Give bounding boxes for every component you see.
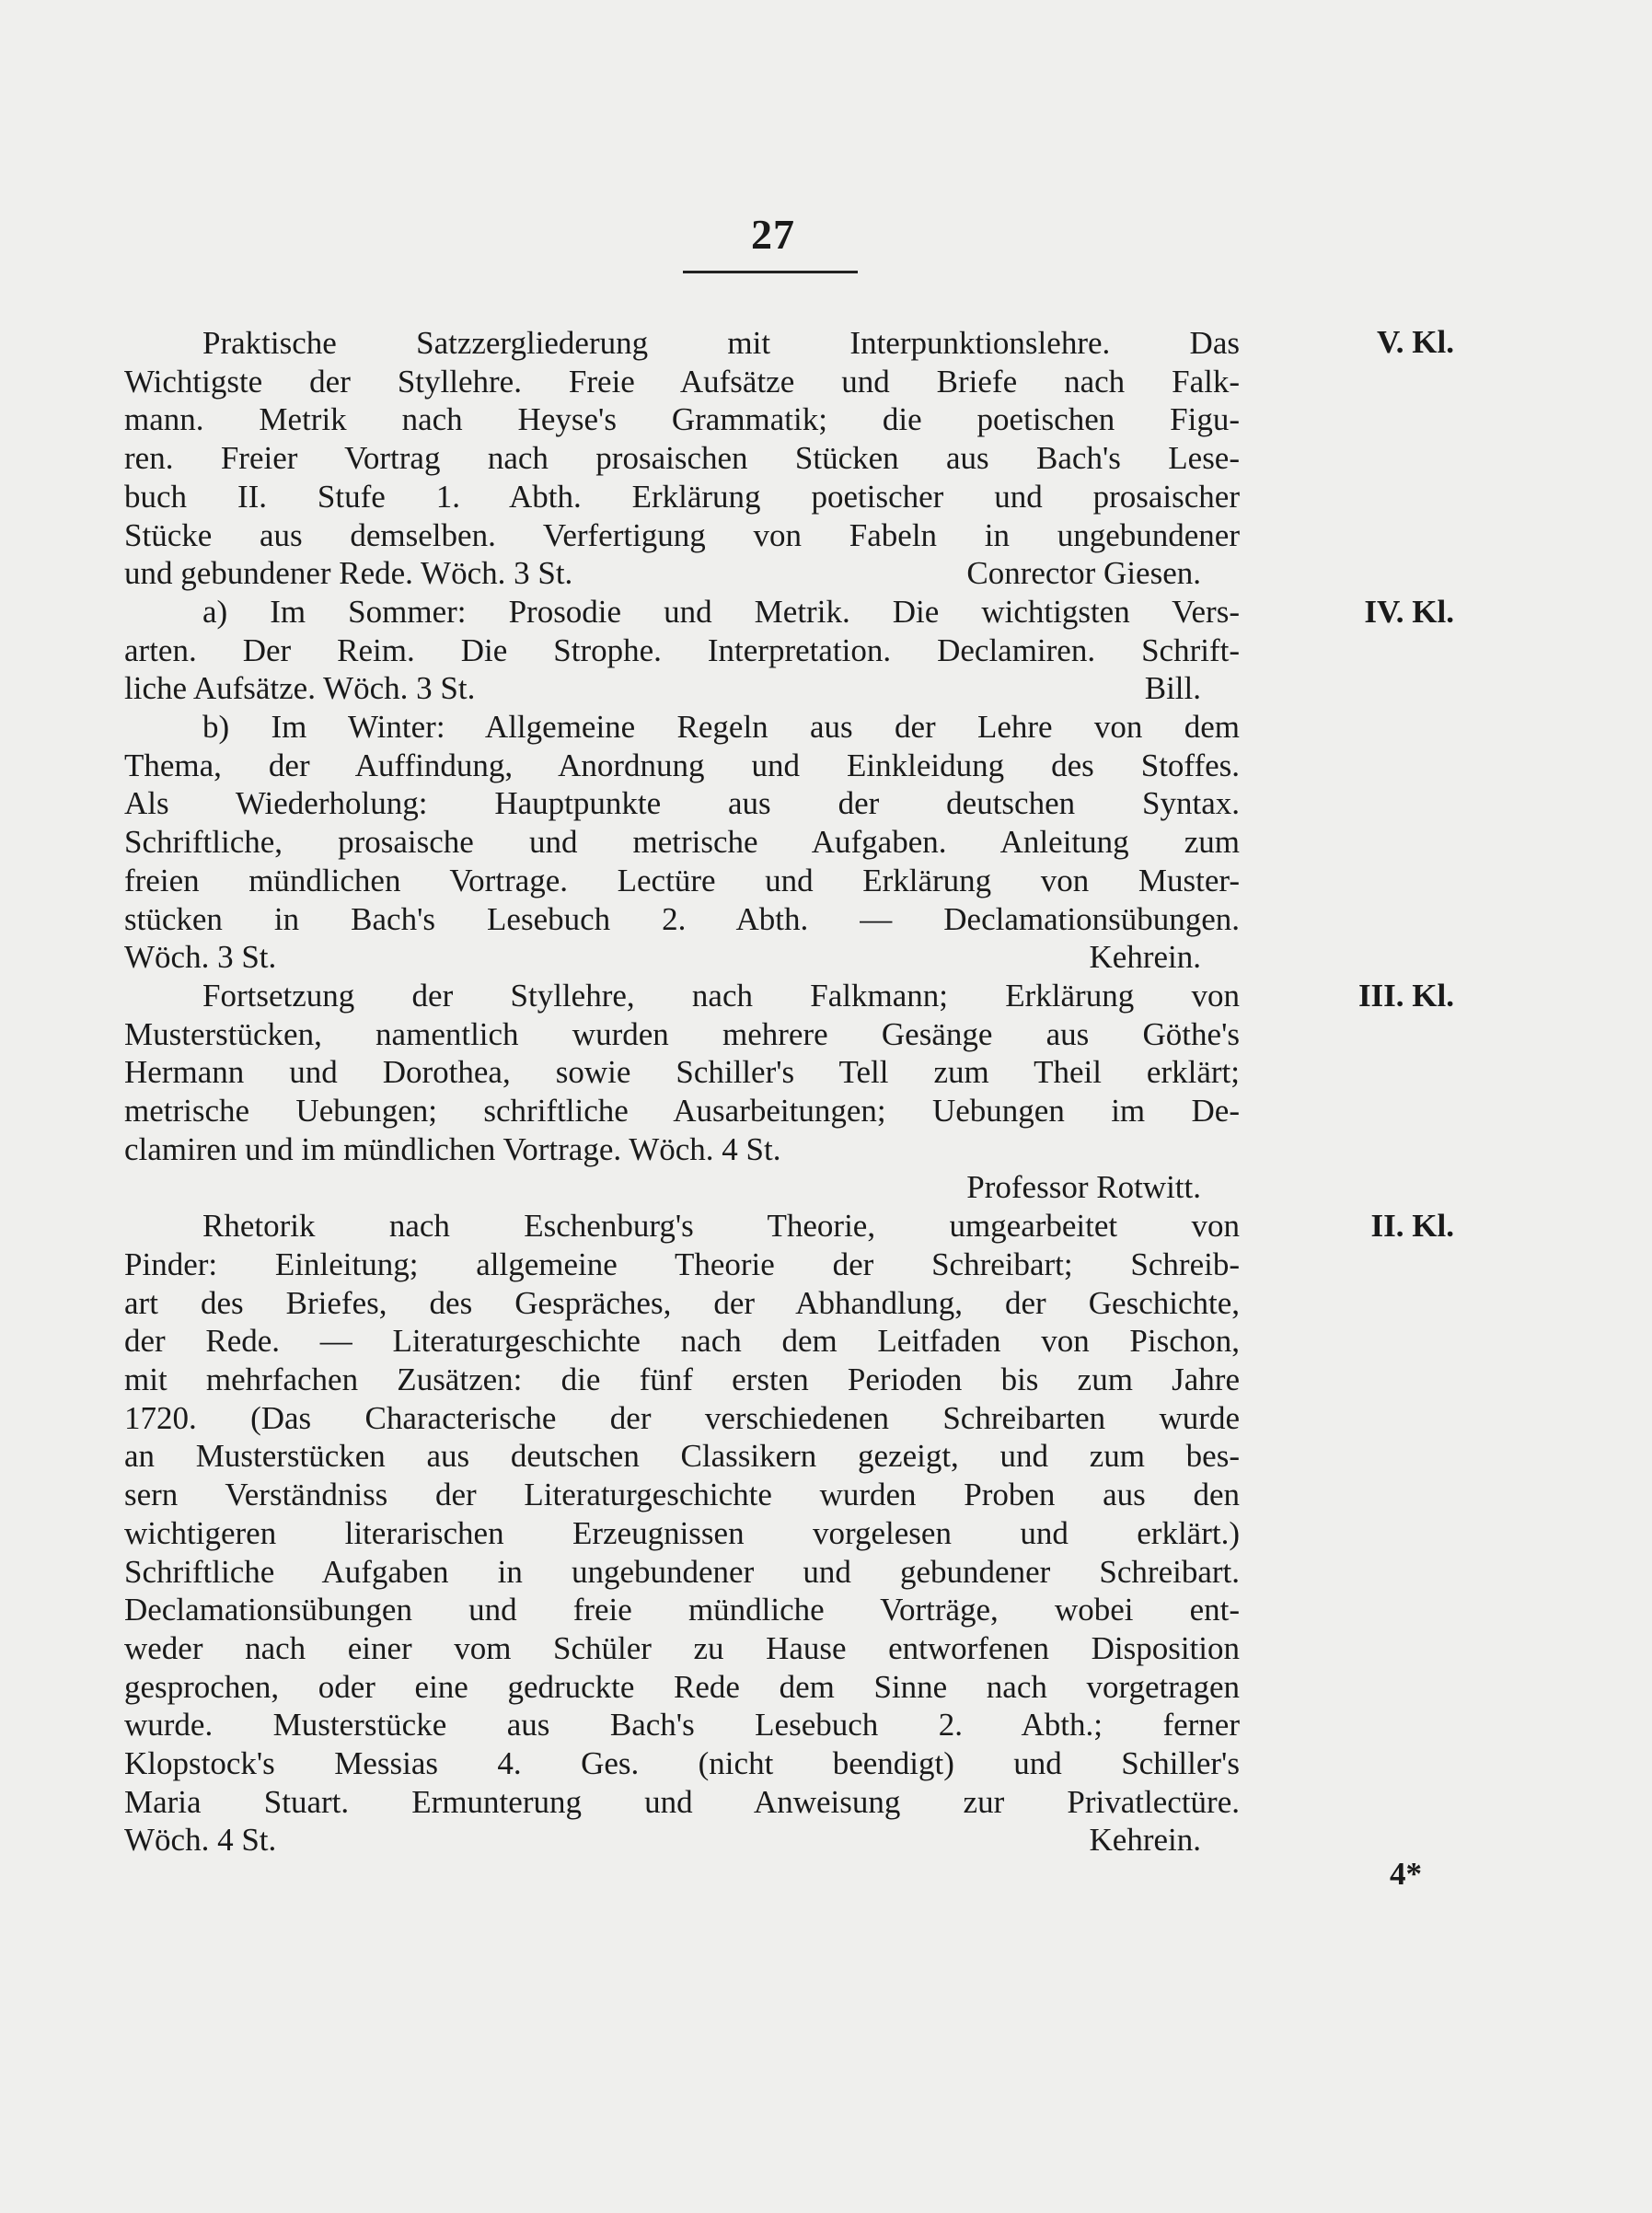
text-line: clamiren und im mündlichen Vortrage. Wöch. 4 St. [124, 1130, 781, 1167]
class-label-iv: IV. Kl. [1364, 594, 1454, 630]
line-text: und gebundener Rede. Wöch. 3 St. [124, 555, 573, 592]
text-line: Stücke aus demselben. Verfertigung von Fabeln in ungebundener [124, 516, 1240, 553]
signature-mark: 4* [1390, 1856, 1422, 1892]
text-line: buch II. Stufe 1. Abth. Erklärung poetischer und prosaischer [124, 478, 1240, 515]
author-name: Kehrein. [1089, 1822, 1201, 1859]
text-line: b) Im Winter: Allgemeine Regeln aus der Lehre von dem [202, 709, 1240, 746]
text-line: mit mehrfachen Zusätzen: die fünf ersten Perioden bis zum Jahre [124, 1361, 1240, 1397]
text-line: an Musterstücken aus deutschen Classikern gezeigt, und zum bes- [124, 1438, 1240, 1475]
text-line: Schriftliche Aufgaben in ungebundener und gebundener Schreibart. [124, 1553, 1240, 1590]
text-line: sern Verständniss der Literaturgeschichte wurden Proben aus den [124, 1477, 1240, 1513]
line-text: liche Aufsätze. Wöch. 3 St. [124, 670, 476, 707]
text-line [124, 669, 1240, 708]
text-line: Hermann und Dorothea, sowie Schiller's Tell zum Theil erklärt; [124, 1054, 1240, 1091]
header-rule [683, 271, 858, 273]
text-line: a) Im Sommer: Prosodie und Metrik. Die wichtigsten Vers- [202, 593, 1240, 630]
text-line [124, 554, 1240, 593]
text-line: ren. Freier Vortrag nach prosaischen Stücken aus Bach's Lese- [124, 440, 1240, 477]
text-line: wurde. Musterstücke aus Bach's Lesebuch 2. Abth.; ferner [124, 1707, 1240, 1744]
text-line: weder nach einer vom Schüler zu Hause entworfenen Disposition [124, 1629, 1240, 1666]
text-line: der Rede. — Literaturgeschichte nach dem Leitfaden von Pischon, [124, 1323, 1240, 1360]
text-line: metrische Uebungen; schriftliche Ausarbeitungen; Uebungen im De- [124, 1093, 1240, 1130]
text-line [124, 1821, 1240, 1860]
text-line: Thema, der Auffindung, Anordnung und Einkleidung des Stoffes. [124, 747, 1240, 783]
text-line: Praktische Satzzergliederung mit Interpunktionslehre. Das [202, 325, 1240, 361]
page-number: 27 [751, 211, 795, 258]
text-line: Wichtigste der Styllehre. Freie Aufsätze und Briefe nach Falk- [124, 363, 1240, 400]
text-line: Schriftliche, prosaische und metrische Aufgaben. Anleitung zum [124, 824, 1240, 861]
author-name: Conrector Giesen. [966, 555, 1201, 592]
author-name: Bill. [1144, 670, 1201, 707]
class-label-iii: III. Kl. [1357, 978, 1454, 1014]
text-line: Pinder: Einleitung; allgemeine Theorie der Schreibart; Schreib- [124, 1246, 1240, 1282]
text-line: mann. Metrik nach Heyse's Grammatik; die poetischen Figu- [124, 401, 1240, 438]
text-line: Als Wiederholung: Hauptpunkte aus der deutschen Syntax. [124, 785, 1240, 822]
text-line: arten. Der Reim. Die Strophe. Interpretation. Declamiren. Schrift- [124, 631, 1240, 668]
text-line: Maria Stuart. Ermunterung und Anweisung zur Privatlectüre. [124, 1783, 1240, 1820]
author-name: Kehrein. [1089, 939, 1201, 976]
text-line: freien mündlichen Vortrage. Lectüre und Erklärung von Muster- [124, 862, 1240, 898]
text-line: Klopstock's Messias 4. Ges. (nicht beendigt) und Schiller's [124, 1745, 1240, 1782]
class-label-ii: II. Kl. [1370, 1208, 1454, 1244]
text-line: Declamationsübungen und freie mündliche Vorträge, wobei ent- [124, 1592, 1240, 1628]
line-text: Wöch. 4 St. [124, 1822, 277, 1859]
text-line: Fortsetzung der Styllehre, nach Falkmann; Erklärung von [202, 977, 1240, 1014]
text-line: Musterstücken, namentlich wurden mehrere Gesänge aus Göthe's [124, 1015, 1240, 1052]
class-label-v: V. Kl. [1377, 324, 1454, 360]
text-line: Rhetorik nach Eschenburg's Theorie, umgearbeitet von [202, 1208, 1240, 1245]
text-line: art des Briefes, des Gespräches, der Abhandlung, der Geschichte, [124, 1284, 1240, 1321]
text-line: wichtigeren literarischen Erzeugnissen vorgelesen und erklärt.) [124, 1514, 1240, 1551]
line-text: Wöch. 3 St. [124, 939, 277, 976]
text-line [124, 938, 1240, 977]
body-text [124, 324, 1240, 1860]
text-line: 1720. (Das Characterische der verschiedenen Schreibarten wurde [124, 1399, 1240, 1436]
author-line: Professor Rotwitt. [966, 1169, 1201, 1206]
text-line: gesprochen, oder eine gedruckte Rede dem Sinne nach vorgetragen [124, 1668, 1240, 1705]
text-line: stücken in Bach's Lesebuch 2. Abth. — Declamationsübungen. [124, 900, 1240, 937]
